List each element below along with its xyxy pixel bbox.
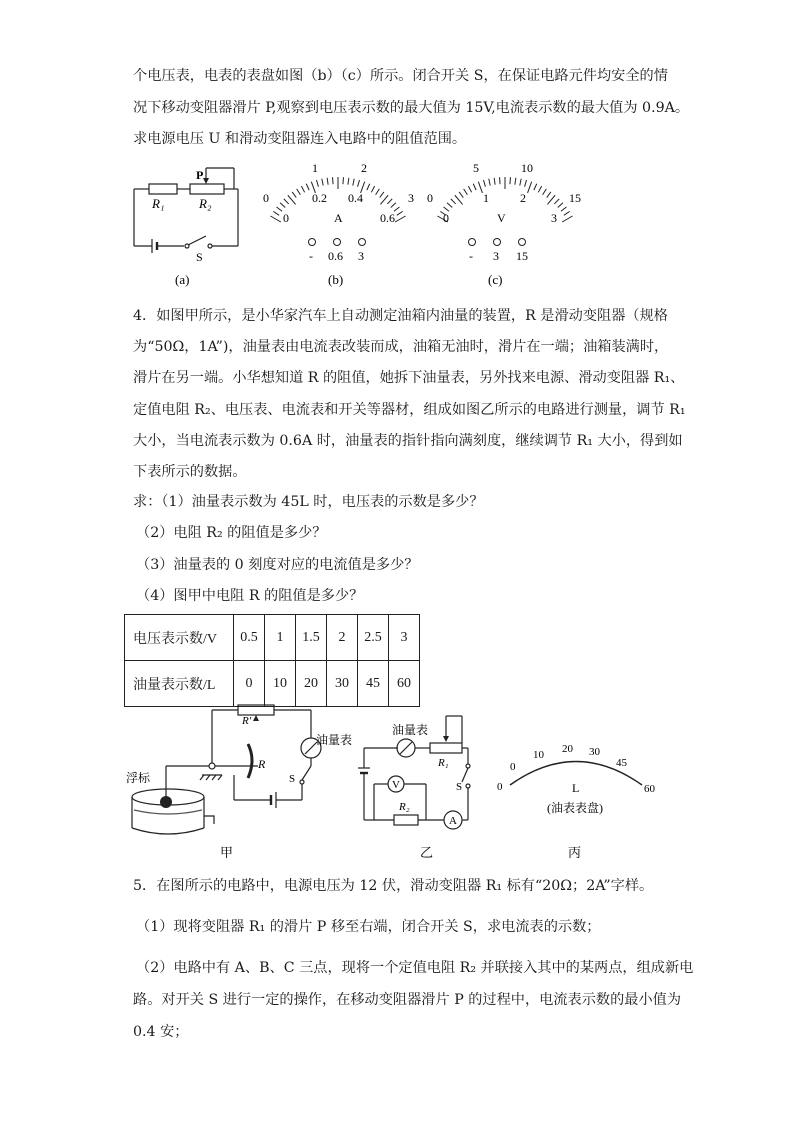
q4-line-4: 定值电阻 R₂、电压表、电流表和开关等器材，组成如图乙所示的电路进行测量，调节 R₁ xyxy=(133,402,686,418)
caption-a: (a) xyxy=(175,272,190,287)
fuel-dial-10: 10 xyxy=(533,749,544,761)
figure-c-voltmeter xyxy=(425,160,595,290)
fuel-dial-label: (油表表盘) xyxy=(547,801,603,815)
q5-line-2: （1）现将变阻器 R₁ 的滑片 P 移至右端，闭合开关 S，求电流表的示数； xyxy=(136,919,601,935)
terminal-b-3: 3 xyxy=(358,249,364,263)
switch-s-label: S xyxy=(196,250,203,264)
dial-b-top-1: 1 xyxy=(312,161,318,175)
q4-line-5: 大小，当电流表示数为 0.6A 时，油量表的指针指向满刻度，继续调节 R₁ 大小，得到如 xyxy=(133,433,683,449)
slider-p-label: P xyxy=(196,168,204,182)
caption-jia: 甲 xyxy=(220,845,234,860)
table-cell: 30 xyxy=(327,661,358,707)
voltmeter-v-label: V xyxy=(392,779,400,791)
q4-line-3: 滑片在另一端。小华想知道 R 的阻值，她拆下油量表，另外找来电源、滑动变阻器 R₁、 xyxy=(133,370,685,386)
figure-b-ammeter xyxy=(260,160,420,290)
q4-question-2: （2）电阻 R₂ 的阻值是多少？ xyxy=(136,525,327,541)
terminal-c-3: 3 xyxy=(493,249,499,263)
r2-label: R₂ xyxy=(199,196,212,211)
fuel-dial-30: 30 xyxy=(589,746,600,758)
q3-line-1: 个电压表，电表的表盘如图（b）（c）所示。闭合开关 S，在保证电路元件均安全的情 xyxy=(133,68,668,84)
dial-c-zero-inner: 0 xyxy=(443,211,449,225)
dial-c-unit: V xyxy=(497,211,506,225)
dial-b-zero-outer: 0 xyxy=(263,191,269,205)
q4-question-3: （3）油量表的 0 刻度对应的电流值是多少？ xyxy=(136,557,419,573)
table-cell: 油量表示数/L xyxy=(125,661,234,707)
dial-b-top-2: 2 xyxy=(361,161,367,175)
table-cell: 1.5 xyxy=(296,615,327,661)
dial-b-zero-inner: 0 xyxy=(283,211,289,225)
r-label: R xyxy=(258,757,266,771)
q3-line-2: 况下移动变阻器滑片 P,观察到电压表示数的最大值为 15V,电流表示数的最大值为 0.9A。 xyxy=(133,100,690,116)
dial-c-top-2: 10 xyxy=(521,161,533,175)
r1-label-yi: R₁ xyxy=(438,757,449,769)
data-table xyxy=(124,614,420,707)
table-cell: 2 xyxy=(327,615,358,661)
r1-label: R₁ xyxy=(152,196,165,211)
switch-s-label-jia: S xyxy=(289,773,296,785)
dial-c-bottom-end: 3 xyxy=(551,211,557,225)
fuel-dial-zero-left: 0 xyxy=(497,781,503,793)
r-prime-label: R′ xyxy=(242,715,252,727)
fuel-dial-0: 0 xyxy=(510,761,516,773)
table-cell: 2.5 xyxy=(358,615,389,661)
fuel-dial-45: 45 xyxy=(616,757,627,769)
fuel-dial-60: 60 xyxy=(644,783,655,795)
table-cell: 0 xyxy=(234,661,265,707)
terminal-b-06: 0.6 xyxy=(328,249,343,263)
figure-bing-fuel-dial xyxy=(492,740,662,865)
fuel-meter-label: 油量表 xyxy=(316,733,353,747)
q4-question-1: 求：（1）油量表示数为 45L 时，电压表的示数是多少？ xyxy=(133,494,484,510)
caption-yi: 乙 xyxy=(420,845,434,860)
dial-b-bottom-1: 0.2 xyxy=(312,191,327,205)
table-cell: 10 xyxy=(265,661,296,707)
table-cell: 20 xyxy=(296,661,327,707)
dial-c-zero-outer: 0 xyxy=(427,191,433,205)
figure-yi-measurement-circuit xyxy=(358,714,488,864)
caption-b: (b) xyxy=(328,272,344,287)
figure-jia-fuel-gauge xyxy=(126,700,356,865)
q5-line-4: 路。对开关 S 进行一定的操作，在移动变阻器滑片 P 的过程中，电流表示数的最小值为 xyxy=(133,992,682,1008)
table-cell: 0.5 xyxy=(234,615,265,661)
dial-b-top-end: 3 xyxy=(408,191,414,205)
fuel-dial-unit: L xyxy=(572,781,580,795)
table-cell: 60 xyxy=(389,661,420,707)
q4-line-6: 下表所示的数据。 xyxy=(133,464,247,480)
dial-c-top-1: 5 xyxy=(473,161,479,175)
switch-s-label-yi: S xyxy=(456,781,463,793)
terminal-c-neg: - xyxy=(469,249,473,263)
q3-line-3: 求电源电压 U 和滑动变阻器连入电路中的阻值范围。 xyxy=(133,131,467,147)
q4-question-4: （4）图甲中电阻 R 的阻值是多少？ xyxy=(136,588,364,604)
caption-c: (c) xyxy=(488,272,503,287)
r2-label-yi: R₂ xyxy=(399,801,410,813)
dial-c-top-end: 15 xyxy=(569,191,581,205)
q5-line-1: 5．在图所示的电路中，电源电压为 12 伏，滑动变阻器 R₁ 标有“20Ω；2A”字样。 xyxy=(133,878,654,894)
terminal-c-15: 15 xyxy=(516,249,528,263)
float-label: 浮标 xyxy=(126,771,151,785)
caption-bing: 丙 xyxy=(568,845,582,860)
q5-line-5: 0.4 安； xyxy=(133,1024,189,1040)
ammeter-a-label: A xyxy=(449,815,457,827)
table-cell: 3 xyxy=(389,615,420,661)
table-cell: 1 xyxy=(265,615,296,661)
fuel-dial-20: 20 xyxy=(562,743,573,755)
terminal-b-neg: - xyxy=(309,249,313,263)
table-row xyxy=(125,615,420,661)
dial-b-unit: A xyxy=(334,211,343,225)
dial-b-bottom-end: 0.6 xyxy=(380,211,395,225)
figure-a-circuit xyxy=(126,160,246,290)
table-cell: 电压表示数/V xyxy=(125,615,234,661)
q4-line-1: 4．如图甲所示，是小华家汽车上自动测定油箱内油量的装置，R 是滑动变阻器（规格 xyxy=(133,308,668,324)
dial-b-bottom-2: 0.4 xyxy=(348,191,363,205)
dial-c-bottom-2: 2 xyxy=(520,191,526,205)
fuel-meter-label-yi: 油量表 xyxy=(392,723,429,737)
q5-line-3: （2）电路中有 A、B、C 三点，现将一个定值电阻 R₂ 并联接入其中的某两点，组成新电 xyxy=(136,960,694,976)
table-cell: 45 xyxy=(358,661,389,707)
dial-c-bottom-1: 1 xyxy=(483,191,489,205)
q4-line-2: 为“50Ω，1A”)，油量表由电流表改装而成，油箱无油时，滑片在一端；油箱装满时， xyxy=(133,339,669,355)
